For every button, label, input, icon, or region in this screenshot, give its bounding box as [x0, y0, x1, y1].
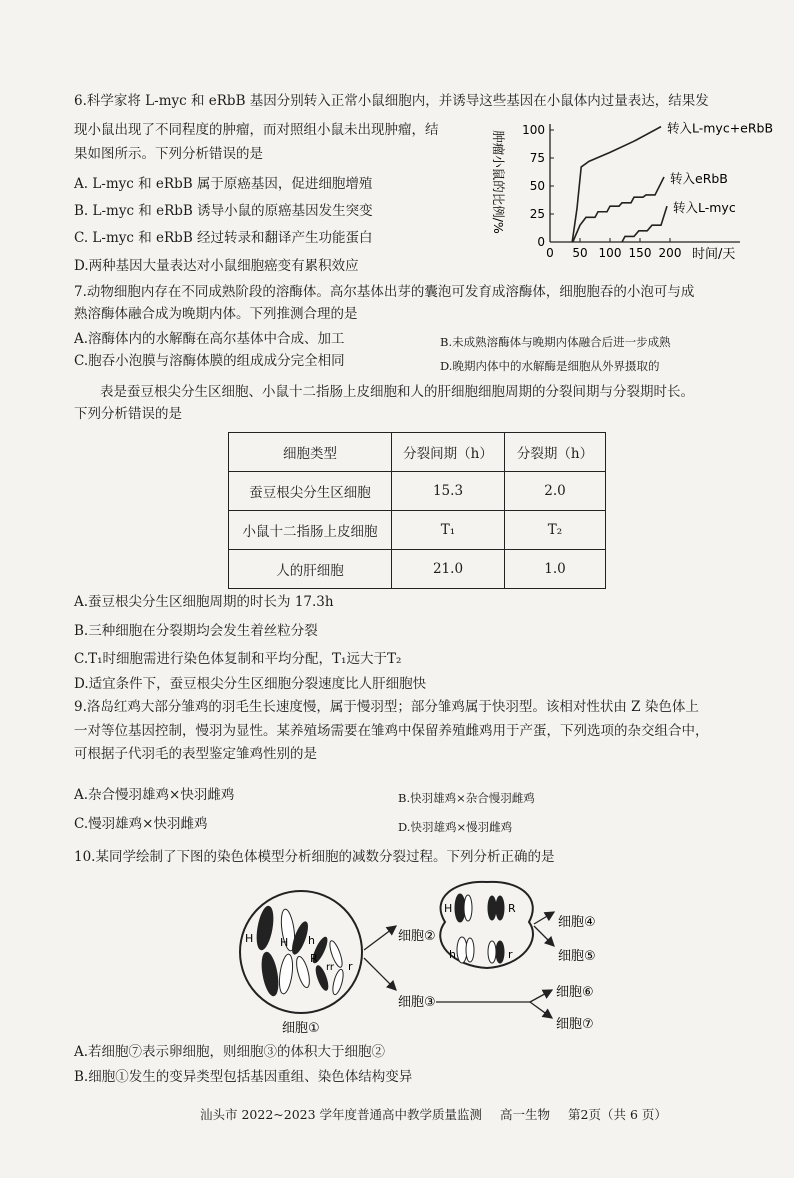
table-header-row	[229, 433, 606, 472]
table-cell: 15.3	[392, 472, 505, 511]
meiosis-diagram	[230, 878, 610, 1040]
arrow-to-cell-3	[364, 958, 396, 990]
gene-r: r	[508, 948, 513, 961]
gene-R: R	[508, 902, 516, 915]
gene-rr: rr	[326, 962, 335, 973]
chart-x-tick-label: 0	[546, 246, 554, 260]
table-cell: T₁	[392, 511, 505, 550]
chart-series-label: 转入eRbB	[670, 171, 728, 187]
q9-option-d: D.快羽雄鸡×慢羽雌鸡	[398, 820, 513, 834]
chart-series-line	[572, 127, 661, 242]
gene-H: H	[444, 902, 453, 915]
footer-subject: 高一生物	[500, 1107, 551, 1122]
cell-3-label: 细胞③	[398, 995, 436, 1010]
arrow-to-cell-4	[534, 912, 554, 924]
q7-option-a: A.溶酶体内的水解酶在高尔基体中合成、加工	[74, 331, 345, 347]
q8-option-a: A.蚕豆根尖分生区细胞周期的时长为 17.3h	[74, 594, 334, 610]
cell-1-label: 细胞①	[282, 1021, 320, 1036]
chart-series-line	[573, 177, 664, 242]
q6-stem-line1: 6.科学家将 L-myc 和 eRbB 基因分别转入正常小鼠细胞内，并诱导这些基因在小鼠体内过量表达，结果发	[74, 93, 709, 109]
table-row	[229, 550, 606, 589]
chart-x-tick-label: 100	[598, 246, 622, 260]
cell-4-label: 细胞④	[558, 915, 596, 930]
q7-option-b: B.未成熟溶酶体与晚期内体融合后进一步成熟	[440, 335, 671, 349]
gene-H: H	[280, 936, 289, 949]
gene-h: h	[449, 948, 456, 961]
chart-y-tick-label: 25	[529, 207, 545, 221]
chart-y-tick-label: 0	[537, 235, 545, 249]
gene-H: H	[245, 932, 254, 945]
q7-option-d: D.晚期内体中的水解酶是细胞从外界摄取的	[440, 359, 660, 373]
chart-y-tick-label: 75	[529, 151, 545, 165]
arrow-to-cell-6	[530, 990, 552, 1002]
q8-stem-line2: 下列分析错误的是	[74, 406, 182, 422]
chart-series-label: 转入L-myc+eRbB	[667, 120, 774, 136]
q9-stem-line2: 一对等位基因控制，慢羽为显性。某养殖场需要在雏鸡中保留养殖雌鸡用于产蛋，下列选项的杂交组合中，	[74, 723, 709, 739]
chart-x-axis-label: 时间/天	[692, 247, 736, 262]
table-header: 分裂间期（h）	[392, 433, 505, 472]
chart-y-axis-label: 肿瘤小鼠的比例/%	[491, 130, 506, 234]
page-footer	[200, 1105, 667, 1123]
cell-2-chromosomes	[455, 894, 504, 963]
q6-stem-line3: 果如图所示。下列分析错误的是	[74, 146, 263, 162]
table-cell: 2.0	[505, 472, 606, 511]
gene-r: r	[348, 960, 353, 973]
table-header: 细胞类型	[229, 433, 392, 472]
table-row	[229, 511, 606, 550]
chart-series-label: 转入L-myc	[673, 200, 736, 216]
chart-series-line	[622, 206, 667, 242]
table-cell: 人的肝细胞	[229, 550, 392, 589]
table-cell: 21.0	[392, 550, 505, 589]
arrow-to-cell-7	[530, 1002, 552, 1018]
footer-page-number: 第2页（共 6 页）	[568, 1107, 667, 1122]
cell-1-chromosomes	[254, 905, 345, 997]
q8-option-b: B.三种细胞在分裂期均会发生着丝粒分裂	[74, 623, 318, 639]
q9-option-c: C.慢羽雄鸡×快羽雌鸡	[74, 816, 208, 832]
chart-x-tick-label: 150	[628, 246, 652, 260]
cell-1-membrane	[240, 891, 362, 1013]
q10-option-b: B.细胞①发生的变异类型包括基因重组、染色体结构变异	[74, 1069, 413, 1085]
chart-x-tick-label: 50	[572, 246, 588, 260]
table-cell: 1.0	[505, 550, 606, 589]
q9-stem-line3: 可根据子代羽毛的表型鉴定雏鸡性别的是	[74, 746, 317, 762]
cell-2-label: 细胞②	[398, 929, 436, 944]
table-cell: T₂	[505, 511, 606, 550]
q10-stem: 10.某同学绘制了下图的染色体模型分析细胞的减数分裂过程。下列分析正确的是	[74, 849, 555, 865]
cell-5-label: 细胞⑤	[558, 949, 596, 964]
q6-option-b: B. L-myc 和 eRbB 诱导小鼠的原癌基因发生突变	[74, 203, 373, 219]
q7-stem-line2: 熟溶酶体融合成为晚期内体。下列推测合理的是	[74, 306, 358, 322]
footer-exam-title: 汕头市 2022~2023 学年度普通高中教学质量监测	[200, 1107, 483, 1122]
q8-option-c: C.T₁时细胞需进行染色体复制和平均分配，T₁远大于T₂	[74, 651, 402, 667]
q10-option-a: A.若细胞⑦表示卵细胞，则细胞③的体积大于细胞②	[74, 1044, 386, 1060]
q9-option-b: B.快羽雄鸡×杂合慢羽雌鸡	[398, 791, 535, 805]
q7-option-c: C.胞吞小泡膜与溶酶体膜的组成成分完全相同	[74, 353, 345, 369]
gene-R: R	[310, 952, 318, 965]
q6-stem-line2: 现小鼠出现了不同程度的肿瘤，而对照组小鼠未出现肿瘤，结	[74, 122, 439, 138]
q8-option-d: D.适宜条件下，蚕豆根尖分生区细胞分裂速度比人肝细胞快	[74, 676, 427, 692]
chart-x-tick-label: 200	[658, 246, 682, 260]
arrow-to-cell-2	[364, 926, 396, 950]
cell-cycle-table	[228, 432, 606, 589]
gene-h: h	[308, 934, 315, 947]
table-row	[229, 472, 606, 511]
chart-y-tick-label: 50	[529, 179, 545, 193]
table-cell: 小鼠十二指肠上皮细胞	[229, 511, 392, 550]
q6-option-a: A. L-myc 和 eRbB 属于原癌基因，促进细胞增殖	[74, 176, 373, 192]
arrow-to-cell-5	[534, 926, 554, 946]
table-header: 分裂期（h）	[505, 433, 606, 472]
q6-option-c: C. L-myc 和 eRbB 经过转录和翻译产生功能蛋白	[74, 230, 373, 246]
table-cell: 蚕豆根尖分生区细胞	[229, 472, 392, 511]
chart-y-tick-label: 100	[522, 123, 545, 137]
cell-6-label: 细胞⑥	[556, 985, 594, 1000]
q6-option-d: D.两种基因大量表达对小鼠细胞癌变有累积效应	[74, 258, 359, 274]
q8-stem-line1: 表是蚕豆根尖分生区细胞、小鼠十二指肠上皮细胞和人的肝细胞细胞周期的分裂间期与分裂期时长。	[100, 384, 694, 400]
cell-7-label: 细胞⑦	[556, 1017, 594, 1032]
q9-option-a: A.杂合慢羽雄鸡×快羽雌鸡	[74, 787, 235, 803]
tumor-ratio-chart	[470, 112, 780, 272]
q7-stem-line1: 7.动物细胞内存在不同成熟阶段的溶酶体。高尔基体出芽的囊泡可发育成溶酶体，细胞胞吞的小泡可与成	[74, 284, 695, 300]
q9-stem-line1: 9.洛岛红鸡大部分雏鸡的羽毛生长速度慢，属于慢羽型；部分雏鸡属于快羽型。该相对性状由 Z 染色体上	[74, 699, 699, 715]
